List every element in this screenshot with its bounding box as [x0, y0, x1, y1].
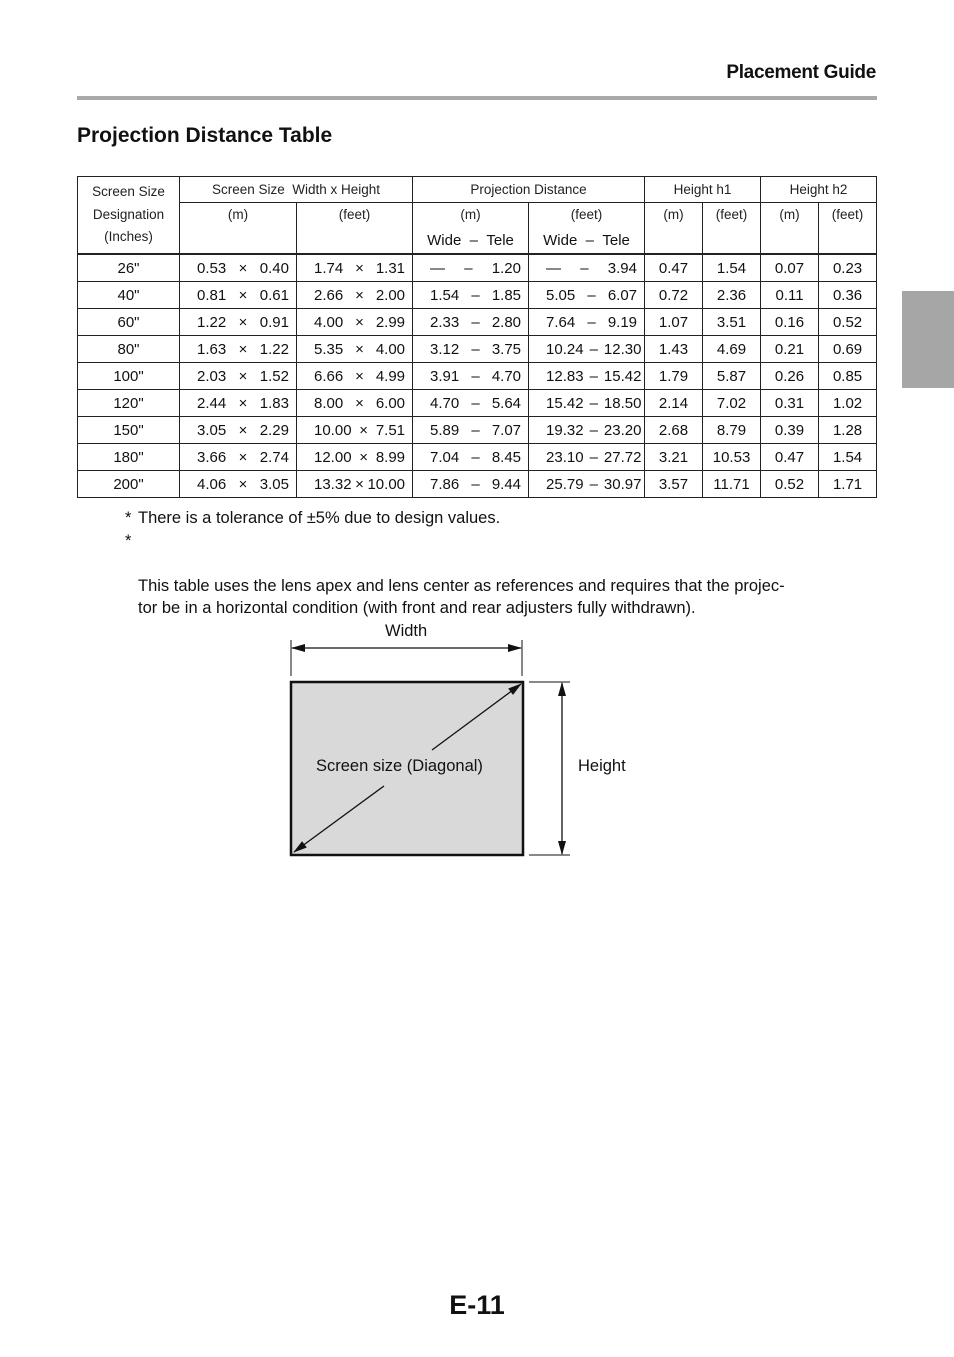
cell-value: 10.00 — [367, 475, 406, 493]
width-label: Width — [385, 622, 428, 640]
cell-value: 4.00 — [314, 313, 344, 331]
cell-value: 23.10 — [546, 448, 584, 466]
cell-value: 4.70 — [491, 367, 522, 385]
cell-value: 19.32 — [546, 421, 584, 439]
table-cell: 40" — [78, 282, 180, 309]
cell-value: 0.81 — [197, 286, 227, 304]
dash-separator: – — [589, 340, 598, 358]
cell-value: 1.52 — [259, 367, 289, 385]
cell-value: 2.44 — [197, 394, 227, 412]
times-separator: × — [238, 367, 248, 385]
times-separator: × — [238, 340, 248, 358]
cell-value: 3.75 — [491, 340, 522, 358]
tele-label: Tele — [602, 232, 630, 249]
table-cell: 3.21 — [645, 444, 703, 471]
times-separator: × — [238, 448, 248, 466]
dash-separator: – — [471, 367, 480, 385]
section-title: Projection Distance Table — [77, 124, 333, 147]
unit-label: (feet) — [715, 207, 748, 222]
table-cell: 0.85 — [819, 363, 877, 390]
table-cell: 0.47 — [645, 254, 703, 282]
times-separator: × — [355, 340, 364, 358]
times-separator: × — [238, 421, 248, 439]
footnote-marker: * — [125, 531, 132, 550]
dash-separator: – — [587, 313, 596, 331]
cell-value: 8.00 — [314, 394, 344, 412]
cell-value: 0.40 — [259, 259, 289, 277]
cell-value: 1.63 — [197, 340, 227, 358]
cell-value: 18.50 — [603, 394, 642, 412]
table-cell: 120" — [78, 390, 180, 417]
table-cell: 3.51 — [703, 309, 761, 336]
cell-value: 12.30 — [603, 340, 642, 358]
header-designation-line: (Inches) — [104, 229, 153, 245]
cell-value: 4.06 — [197, 475, 227, 493]
cell-value: 7.86 — [430, 475, 460, 493]
header-height-h1: Height h1 — [645, 177, 761, 203]
times-separator: × — [355, 394, 364, 412]
table-cell: 1.54 — [703, 254, 761, 282]
table-cell: 0.16 — [761, 309, 819, 336]
cell-value: 30.97 — [603, 475, 642, 493]
cell-value: 12.83 — [546, 367, 584, 385]
cell-value: 8.99 — [375, 448, 406, 466]
cell-value: 0.91 — [259, 313, 289, 331]
cell-value: 7.51 — [375, 421, 406, 439]
cell-value: 23.20 — [603, 421, 642, 439]
table-cell: 100" — [78, 363, 180, 390]
table-cell: 1.02 — [819, 390, 877, 417]
table-cell: 1.43 — [645, 336, 703, 363]
cell-value: 10.24 — [546, 340, 584, 358]
times-separator: × — [355, 313, 364, 331]
dash-separator: – — [471, 286, 480, 304]
header-screen-size: Screen Size Width x Height — [180, 177, 413, 203]
cell-value: 0.53 — [197, 259, 227, 277]
header-projection-distance: Projection Distance — [413, 177, 645, 203]
cell-value: 5.64 — [491, 394, 522, 412]
dash-separator: – — [471, 340, 480, 358]
cell-value: 12.00 — [314, 448, 352, 466]
cell-value: — — [546, 259, 562, 277]
dash-separator: – — [471, 448, 480, 466]
cell-value: 3.12 — [430, 340, 460, 358]
table-cell: 0.21 — [761, 336, 819, 363]
table-cell: 0.36 — [819, 282, 877, 309]
times-separator: × — [238, 286, 248, 304]
cell-value: 25.79 — [546, 475, 584, 493]
table-cell: 5.87 — [703, 363, 761, 390]
dash-separator: – — [471, 421, 480, 439]
times-separator: × — [359, 421, 369, 439]
table-cell: 8.79 — [703, 417, 761, 444]
cell-value: 6.00 — [375, 394, 406, 412]
table-cell: 10.53 — [703, 444, 761, 471]
cell-value: 2.80 — [491, 313, 522, 331]
cell-value: 2.74 — [259, 448, 289, 466]
cell-value: 2.03 — [197, 367, 227, 385]
dash-separator: – — [589, 394, 598, 412]
table-cell: 3.57 — [645, 471, 703, 498]
times-separator: × — [355, 367, 364, 385]
cell-value: 1.20 — [491, 259, 521, 277]
table-cell: 0.07 — [761, 254, 819, 282]
table-cell: 2.68 — [645, 417, 703, 444]
cell-value: 3.05 — [259, 475, 289, 493]
table-cell: 150" — [78, 417, 180, 444]
unit-label: (m) — [460, 207, 481, 222]
cell-value: 3.94 — [607, 259, 637, 277]
table-cell: 1.54 — [819, 444, 877, 471]
table-cell: 0.11 — [761, 282, 819, 309]
cell-value: 2.66 — [314, 286, 344, 304]
times-separator: × — [355, 259, 364, 277]
unit-label: (feet) — [570, 207, 603, 222]
cell-value: 9.19 — [607, 313, 638, 331]
cell-value: 2.99 — [375, 313, 406, 331]
table-cell: 2.14 — [645, 390, 703, 417]
table-cell: 0.31 — [761, 390, 819, 417]
header-designation-line: Designation — [92, 206, 165, 222]
dash-separator: – — [589, 421, 598, 439]
table-cell: 0.26 — [761, 363, 819, 390]
times-separator: × — [355, 475, 364, 493]
table-cell: 26" — [78, 254, 180, 282]
cell-value: 27.72 — [603, 448, 642, 466]
dash-label: – — [469, 232, 479, 249]
cell-value: 0.61 — [259, 286, 289, 304]
table-cell: 0.72 — [645, 282, 703, 309]
table-cell: 0.23 — [819, 254, 877, 282]
footnote-text: There is a tolerance of ±5% due to design values. — [138, 509, 501, 527]
cell-value: 2.00 — [375, 286, 406, 304]
cell-value: 1.83 — [259, 394, 289, 412]
cell-value: 5.05 — [546, 286, 576, 304]
dash-separator: – — [471, 394, 480, 412]
cell-value: 15.42 — [603, 367, 642, 385]
table-cell: 0.52 — [761, 471, 819, 498]
cell-value: 7.04 — [430, 448, 460, 466]
height-label: Height — [578, 757, 626, 775]
table-cell: 1.71 — [819, 471, 877, 498]
dash-label: – — [585, 232, 595, 249]
cell-value: 1.54 — [430, 286, 460, 304]
table-cell: 11.71 — [703, 471, 761, 498]
cell-value: 5.35 — [314, 340, 344, 358]
cell-value: 3.66 — [197, 448, 227, 466]
cell-value: 3.91 — [430, 367, 460, 385]
table-cell: 200" — [78, 471, 180, 498]
cell-value: 9.44 — [491, 475, 522, 493]
cell-value: 1.22 — [197, 313, 227, 331]
cell-value: 15.42 — [546, 394, 584, 412]
unit-label: (feet) — [338, 207, 371, 222]
dash-separator: – — [471, 313, 480, 331]
cell-value: 1.74 — [314, 259, 344, 277]
times-separator: × — [238, 313, 248, 331]
times-separator: × — [359, 448, 369, 466]
dash-separator: – — [587, 286, 596, 304]
page-number: E-11 — [449, 1290, 505, 1320]
table-cell: 0.52 — [819, 309, 877, 336]
cell-value: 2.33 — [430, 313, 460, 331]
footnote-marker: * — [125, 509, 132, 527]
header-designation-line: Screen Size — [92, 184, 165, 200]
table-cell: 80" — [78, 336, 180, 363]
times-separator: × — [238, 394, 248, 412]
cell-value: 4.99 — [375, 367, 406, 385]
cell-value: 10.00 — [314, 421, 352, 439]
cell-value: 7.07 — [491, 421, 522, 439]
unit-label: (feet) — [831, 207, 864, 222]
cell-value: 1.85 — [491, 286, 522, 304]
header-height-h2: Height h2 — [761, 177, 877, 203]
wide-label: Wide — [543, 232, 578, 249]
times-separator: × — [238, 259, 248, 277]
dash-separator: – — [580, 259, 589, 277]
unit-label: (m) — [779, 207, 800, 222]
cell-value: 2.29 — [259, 421, 289, 439]
cell-value: 6.07 — [607, 286, 638, 304]
table-cell: 1.07 — [645, 309, 703, 336]
cell-value: 4.00 — [375, 340, 406, 358]
cell-value: 8.45 — [491, 448, 522, 466]
table-cell: 1.79 — [645, 363, 703, 390]
dash-separator: – — [589, 475, 598, 493]
cell-value: 1.31 — [375, 259, 406, 277]
cell-value: 6.66 — [314, 367, 344, 385]
dash-separator: – — [589, 367, 598, 385]
cell-value: 3.05 — [197, 421, 227, 439]
table-cell: 60" — [78, 309, 180, 336]
tele-label: Tele — [486, 232, 514, 249]
cell-value: 13.32 — [314, 475, 352, 493]
table-cell: 0.69 — [819, 336, 877, 363]
wide-label: Wide — [427, 232, 462, 249]
times-separator: × — [238, 475, 248, 493]
table-cell: 1.28 — [819, 417, 877, 444]
table-cell: 0.47 — [761, 444, 819, 471]
table-cell: 180" — [78, 444, 180, 471]
footnote-text: This table uses the lens apex and lens center as references and requires that the projec- tor be in a horizontal condition (with front and rear adjusters fully withdrawn). — [138, 576, 785, 617]
cell-value: — — [430, 259, 446, 277]
cell-value: 5.89 — [430, 421, 460, 439]
dash-separator: – — [464, 259, 473, 277]
cell-value: 1.22 — [259, 340, 289, 358]
table-cell: 7.02 — [703, 390, 761, 417]
dash-separator: – — [589, 448, 598, 466]
header-title: Placement Guide — [726, 62, 876, 83]
unit-label: (m) — [663, 207, 684, 222]
unit-label: (m) — [227, 207, 249, 222]
times-separator: × — [355, 286, 364, 304]
dash-separator: – — [471, 475, 480, 493]
table-cell: 0.39 — [761, 417, 819, 444]
table-cell: 2.36 — [703, 282, 761, 309]
cell-value: 7.64 — [546, 313, 576, 331]
table-cell: 4.69 — [703, 336, 761, 363]
diagonal-label: Screen size (Diagonal) — [316, 757, 483, 775]
cell-value: 4.70 — [430, 394, 460, 412]
